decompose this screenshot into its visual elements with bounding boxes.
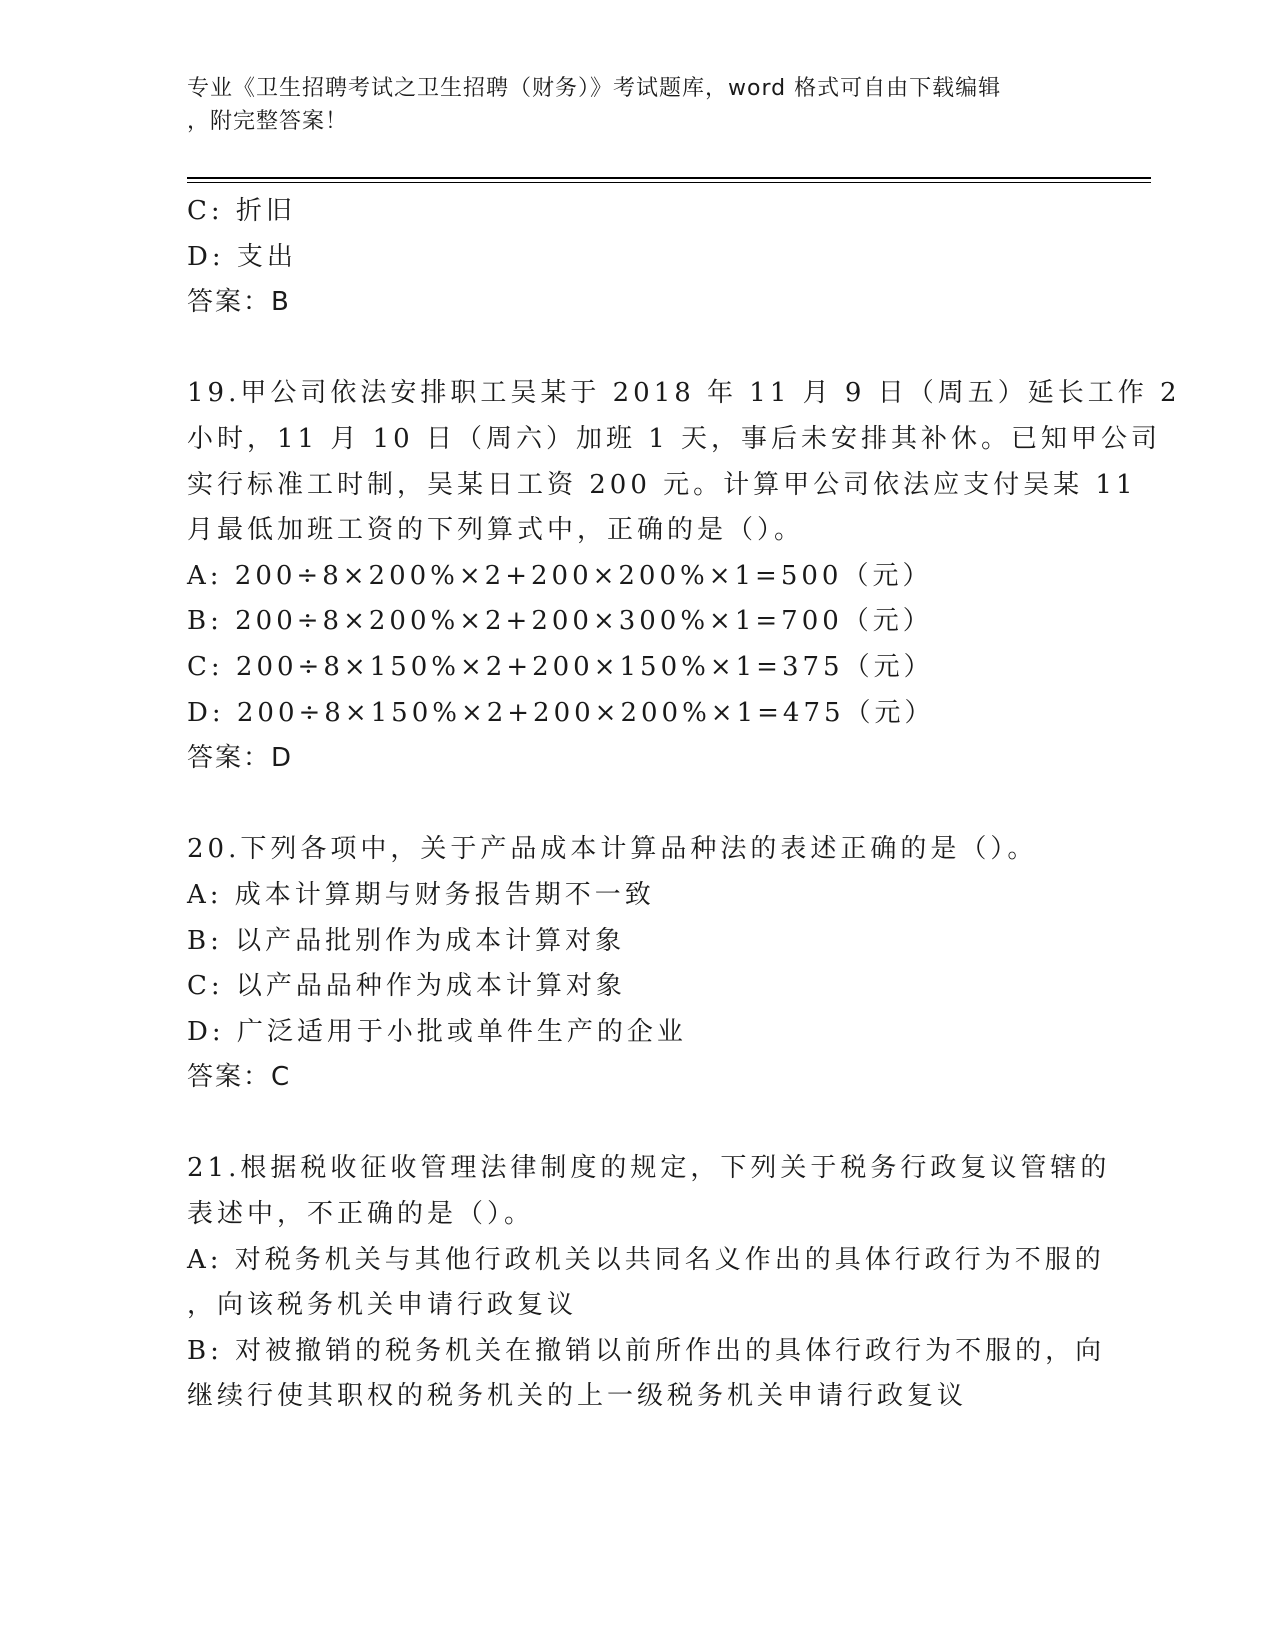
option-a-continued: ，向该税务机关申请行政复议 <box>187 1290 578 1321</box>
document-body <box>187 189 1181 1420</box>
option-c: C: 200÷8×150%×2+200×150%×1=375（元） <box>187 651 934 682</box>
option-c: C: 以产品品种作为成本计算对象 <box>187 971 626 1002</box>
question-stem-line: 表述中，不正确的是（）。 <box>187 1199 535 1230</box>
spacer <box>187 782 1087 828</box>
option-a: A: 成本计算期与财务报告期不一致 <box>187 879 655 910</box>
answer-line: 答案：C <box>187 1062 292 1093</box>
header-divider-thick <box>187 177 1151 179</box>
option-d: D: 200÷8×150%×2+200×200%×1=475（元） <box>187 697 935 728</box>
question-stem-line: 小时，11 月 10 日（周六）加班 1 天，事后未安排其补休。已知甲公司 <box>187 423 1162 454</box>
spacer <box>187 1101 1087 1147</box>
answer-line: 答案：B <box>187 287 291 318</box>
option-a: A: 对税务机关与其他行政机关以共同名义作出的具体行政行为不服的 <box>187 1244 1105 1275</box>
header-line-1: 专业《卫生招聘考试之卫生招聘（财务）》考试题库，word 格式可自由下载编辑 <box>187 76 1002 101</box>
option-c: C: 折旧 <box>187 196 296 226</box>
question-stem-line: 21.根据税收征收管理法律制度的规定，下列关于税务行政复议管辖的 <box>187 1153 1111 1184</box>
option-d: D: 广泛适用于小批或单件生产的企业 <box>187 1016 687 1047</box>
question-stem-line: 月最低加班工资的下列算式中，正确的是（）。 <box>187 515 805 546</box>
spacer <box>187 326 1087 372</box>
answer-line: 答案：D <box>187 743 294 774</box>
question-19 <box>187 371 1181 781</box>
header-divider-thin <box>187 182 1151 183</box>
question-21 <box>187 1146 1111 1420</box>
option-d: D: 支出 <box>187 241 297 272</box>
option-b: B: 对被撤销的税务机关在撤销以前所作出的具体行政行为不服的，向 <box>187 1335 1106 1366</box>
question-stem-line: 19.甲公司依法安排职工吴某于 2018 年 11 月 9 日（周五）延长工作 2 <box>187 378 1181 409</box>
previous-question-tail <box>187 189 1087 326</box>
option-b: B: 200÷8×200%×2+200×300%×1=700（元） <box>187 606 933 637</box>
header-line-2: ，附完整答案！ <box>187 109 349 134</box>
option-b: B: 以产品批别作为成本计算对象 <box>187 925 626 956</box>
question-stem-line: 20.下列各项中，关于产品成本计算品种法的表述正确的是（）。 <box>187 834 1038 865</box>
question-20 <box>187 827 1087 1101</box>
question-stem-line: 实行标准工时制，吴某日工资 200 元。计算甲公司依法应支付吴某 11 <box>187 469 1137 500</box>
option-a: A: 200÷8×200%×2+200×200%×1=500（元） <box>187 560 933 591</box>
option-b-continued: 继续行使其职权的税务机关的上一级税务机关申请行政复议 <box>187 1381 968 1412</box>
page-header <box>187 72 1077 138</box>
